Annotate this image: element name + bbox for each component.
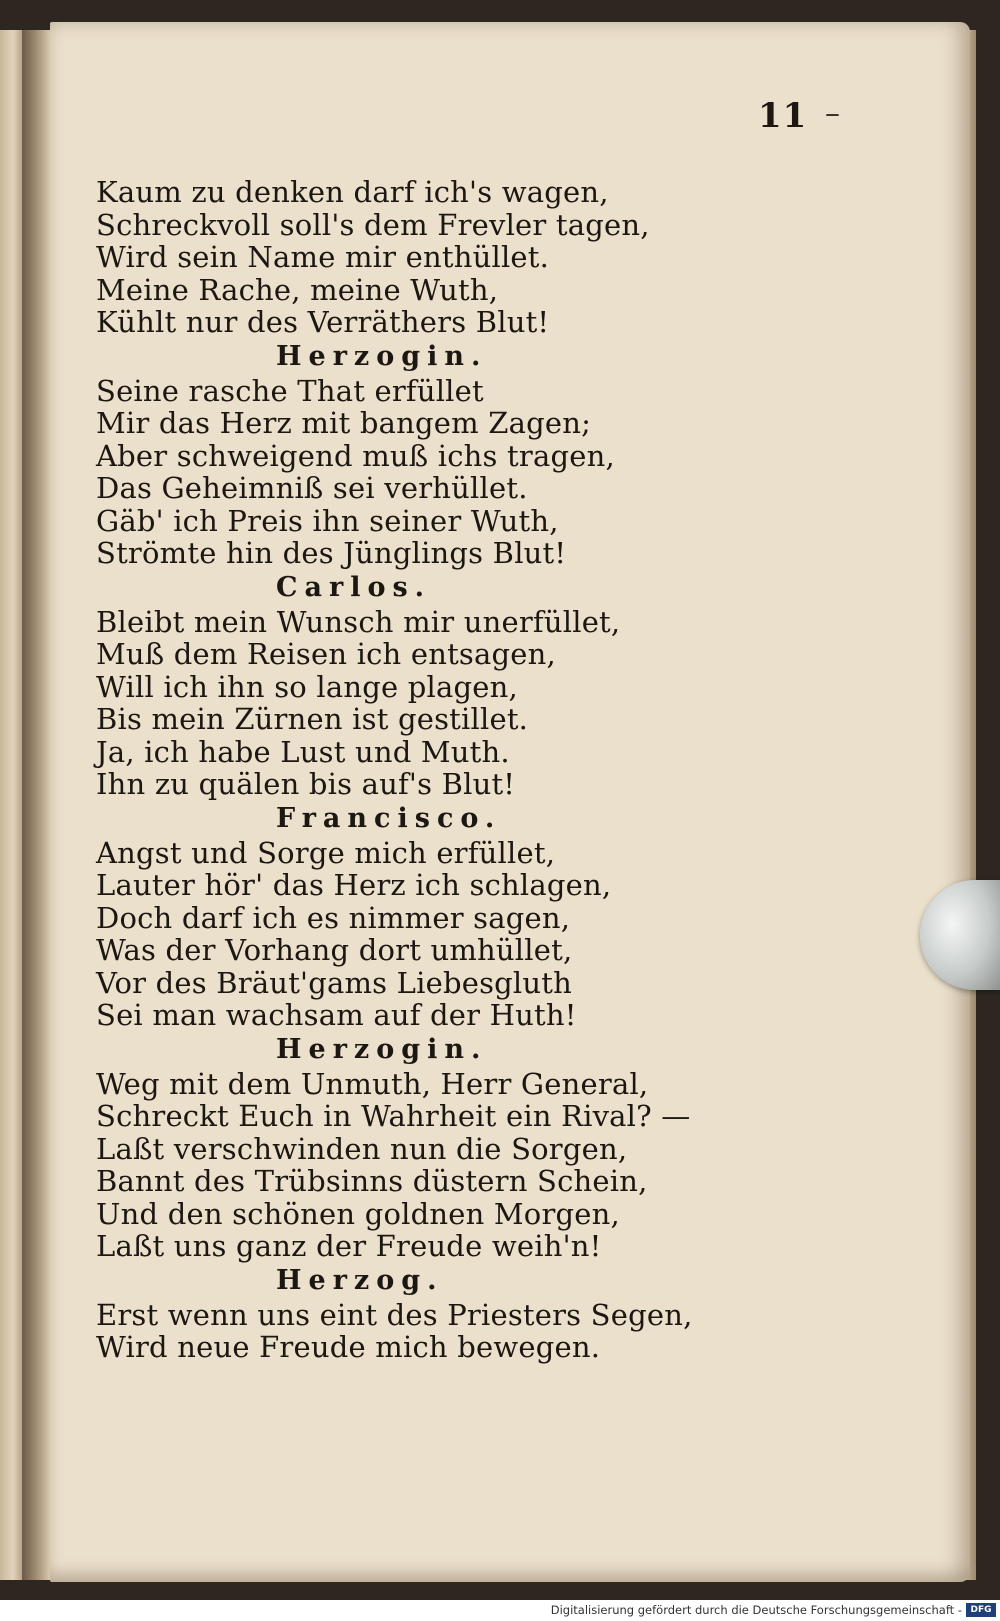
verse-line: Weg mit dem Unmuth, Herr General, [96,1066,649,1101]
verse-line: Schreckvoll soll's dem Frevler tagen, [96,207,650,242]
dfg-logo: DFG [966,1603,996,1617]
verse-line: Laßt uns ganz der Freude weih'n! [96,1229,602,1263]
verse-line: Bannt des Trübsinns düstern Schein, [96,1164,648,1198]
verse-line: Angst und Sorge mich erfüllet, [96,835,556,870]
verse-line: Bis mein Zürnen ist gestillet. [96,702,529,736]
verse-line: Ja, ich habe Lust und Muth. [96,734,510,769]
speaker-heading: Herzogin. [276,1033,488,1065]
left-page-edge [0,30,22,1580]
verse-line: Meine Rache, meine Wuth, [96,272,499,307]
verse-line: Laßt verschwinden nun die Sorgen, [96,1131,628,1166]
verse-line: Kaum zu denken darf ich's wagen, [96,175,609,209]
verse-line: Wird neue Freude mich bewegen. [96,1330,601,1364]
verse-line: Wird sein Name mir enthüllet. [96,240,550,274]
book-gutter [22,30,50,1580]
verse-line: Will ich ihn so lange plagen, [96,669,518,704]
speaker-heading: Francisco. [276,802,502,834]
verse-line: Seine rasche That erfüllet [96,373,484,408]
verse-line: Muß dem Reisen ich entsagen, [96,637,556,671]
verse-line: Mir das Herz mit bangem Zagen; [96,406,592,440]
verse-line: Doch darf ich es nimmer sagen, [96,900,571,935]
verse-line: Bleibt mein Wunsch mir unerfüllet, [96,604,621,639]
funding-credit: Digitalisierung gefördert durch die Deutsche Forschungsgemeinschaft - [550,1603,962,1617]
verse-line: Ihn zu quälen bis auf's Blut! [96,767,516,801]
verse-line: Schreckt Euch in Wahrheit ein Rival? — [96,1099,691,1133]
page-number: 11 [758,96,808,136]
verse-line: Sei man wachsam auf der Huth! [96,998,577,1032]
speaker-heading: Carlos. [276,571,432,603]
verse-line: Was der Vorhang dort umhüllet, [96,933,573,967]
verse-line: Kühlt nur des Verräthers Blut! [96,305,550,339]
verse-line: Erst wenn uns eint des Priesters Segen, [96,1297,693,1332]
verse-line: Lauter hör' das Herz ich schlagen, [96,868,612,902]
verse-line: Und den schönen goldnen Morgen, [96,1196,620,1231]
speaker-heading: Herzogin. [276,340,488,372]
verse-line: Strömte hin des Jünglings Blut! [96,536,567,570]
digitization-footer [0,1600,1000,1621]
verse-line: Aber schweigend muß ichs tragen, [96,438,615,473]
speaker-heading: Herzog. [276,1264,444,1296]
verse-line: Vor des Bräut'gams Liebesgluth [96,965,573,1000]
verse-text [96,176,796,1364]
page-number-dash: – [825,96,840,131]
verse-line: Das Geheimniß sei verhüllet. [96,471,528,505]
verse-line: Gäb' ich Preis ihn seiner Wuth, [96,503,559,538]
